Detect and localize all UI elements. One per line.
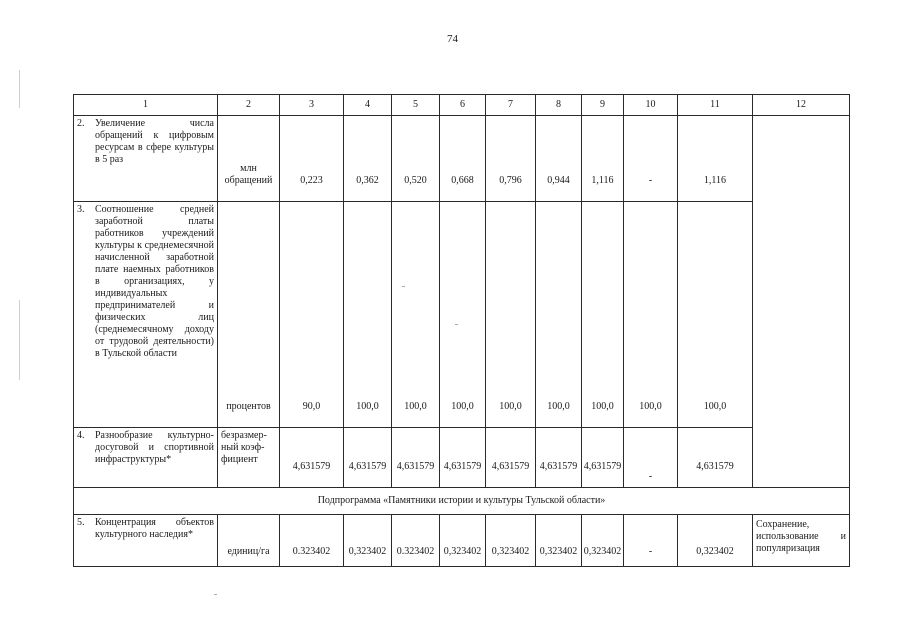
value-cell: 0,323402 <box>486 515 536 567</box>
subprogram-row <box>74 488 850 515</box>
header-cell: 9 <box>582 95 624 116</box>
unit-cell: единиц/га <box>218 515 280 567</box>
row-number: 4. <box>77 430 85 441</box>
value-cell: 0,944 <box>536 116 582 202</box>
scan-artifact-dot <box>214 594 217 595</box>
value-cell: 1,116 <box>678 116 753 202</box>
value-cell: 4,631579 <box>392 428 440 488</box>
value-cell: 0,520 <box>392 116 440 202</box>
value-cell: 0,323402 <box>582 515 624 567</box>
value-cell: 100,0 <box>536 202 582 428</box>
value-cell: 0.323402 <box>280 515 344 567</box>
value-cell: 100,0 <box>486 202 536 428</box>
value-cell: 0,323402 <box>344 515 392 567</box>
value-cell: - <box>624 428 678 488</box>
value-cell: - <box>624 515 678 567</box>
unit-cell: безразмер-ный коэф-фициент <box>218 428 280 488</box>
value-cell: 0,796 <box>486 116 536 202</box>
value-cell: 100,0 <box>678 202 753 428</box>
table-row <box>74 428 850 488</box>
value-cell: 1,116 <box>582 116 624 202</box>
value-cell: 4,631579 <box>486 428 536 488</box>
value-cell: 100,0 <box>440 202 486 428</box>
value-cell: 100,0 <box>344 202 392 428</box>
value-cell: 4,631579 <box>280 428 344 488</box>
header-cell: 11 <box>678 95 753 116</box>
indicator-name-cell <box>74 202 218 428</box>
header-row <box>74 95 850 116</box>
value-cell: 0,323402 <box>678 515 753 567</box>
value-cell: 100,0 <box>582 202 624 428</box>
header-cell: 5 <box>392 95 440 116</box>
header-cell: 6 <box>440 95 486 116</box>
indicator-name-cell <box>74 515 218 567</box>
indicator-name-cell <box>74 116 218 202</box>
indicator-name: Концентрация объектов культурного наследия* <box>95 517 214 540</box>
header-cell: 8 <box>536 95 582 116</box>
header-cell: 4 <box>344 95 392 116</box>
value-cell: 0.323402 <box>392 515 440 567</box>
indicator-name: Соотношение средней заработной платы работников учреждений культуры к среднемесячной начисленной заработной плате наемных работников в организациях, у индивидуальных предпринимателей и физических лиц (среднемесячному доходу от трудовой деятельности) в Тульской области <box>95 204 214 359</box>
value-cell: 4,631579 <box>678 428 753 488</box>
header-cell: 7 <box>486 95 536 116</box>
value-cell: 4,631579 <box>344 428 392 488</box>
indicator-name-cell <box>74 428 218 488</box>
value-cell: - <box>624 116 678 202</box>
header-cell: 12 <box>753 95 850 116</box>
table-row <box>74 515 850 567</box>
indicator-name: Увеличение числа обращений к цифровым ресурсам в сфере культуры в 5 раз <box>95 118 214 165</box>
value-cell: 4,631579 <box>582 428 624 488</box>
row-number: 3. <box>77 204 85 215</box>
unit-cell: процентов <box>218 202 280 428</box>
value-cell: 0,223 <box>280 116 344 202</box>
indicators-table <box>73 94 850 567</box>
subprogram-title: Подпрограмма «Памятники истории и культуры Тульской области» <box>74 488 850 515</box>
unit-cell: млн обращений <box>218 116 280 202</box>
value-cell: 0,323402 <box>536 515 582 567</box>
scan-artifact-line <box>19 300 20 380</box>
value-cell: 90,0 <box>280 202 344 428</box>
value-cell: 100,0 <box>392 202 440 428</box>
value-cell: 4,631579 <box>536 428 582 488</box>
value-cell: 0,668 <box>440 116 486 202</box>
col12-cell <box>753 116 850 488</box>
col12-cell: Сохранение, использование и популяризация <box>753 515 850 567</box>
value-cell: 0,323402 <box>440 515 486 567</box>
header-cell: 1 <box>74 95 218 116</box>
indicator-name: Разнообразие культурно-досуговой и спортивной инфраструктуры* <box>95 430 214 465</box>
row-number: 2. <box>77 118 85 129</box>
value-cell: 0,362 <box>344 116 392 202</box>
scan-artifact-line <box>19 70 20 108</box>
header-cell: 10 <box>624 95 678 116</box>
row-number: 5. <box>77 517 85 528</box>
value-cell: 100,0 <box>624 202 678 428</box>
page-number: 74 <box>447 33 458 45</box>
value-cell: 4,631579 <box>440 428 486 488</box>
table-row <box>74 202 850 428</box>
header-cell: 3 <box>280 95 344 116</box>
header-cell: 2 <box>218 95 280 116</box>
table-row <box>74 116 850 202</box>
